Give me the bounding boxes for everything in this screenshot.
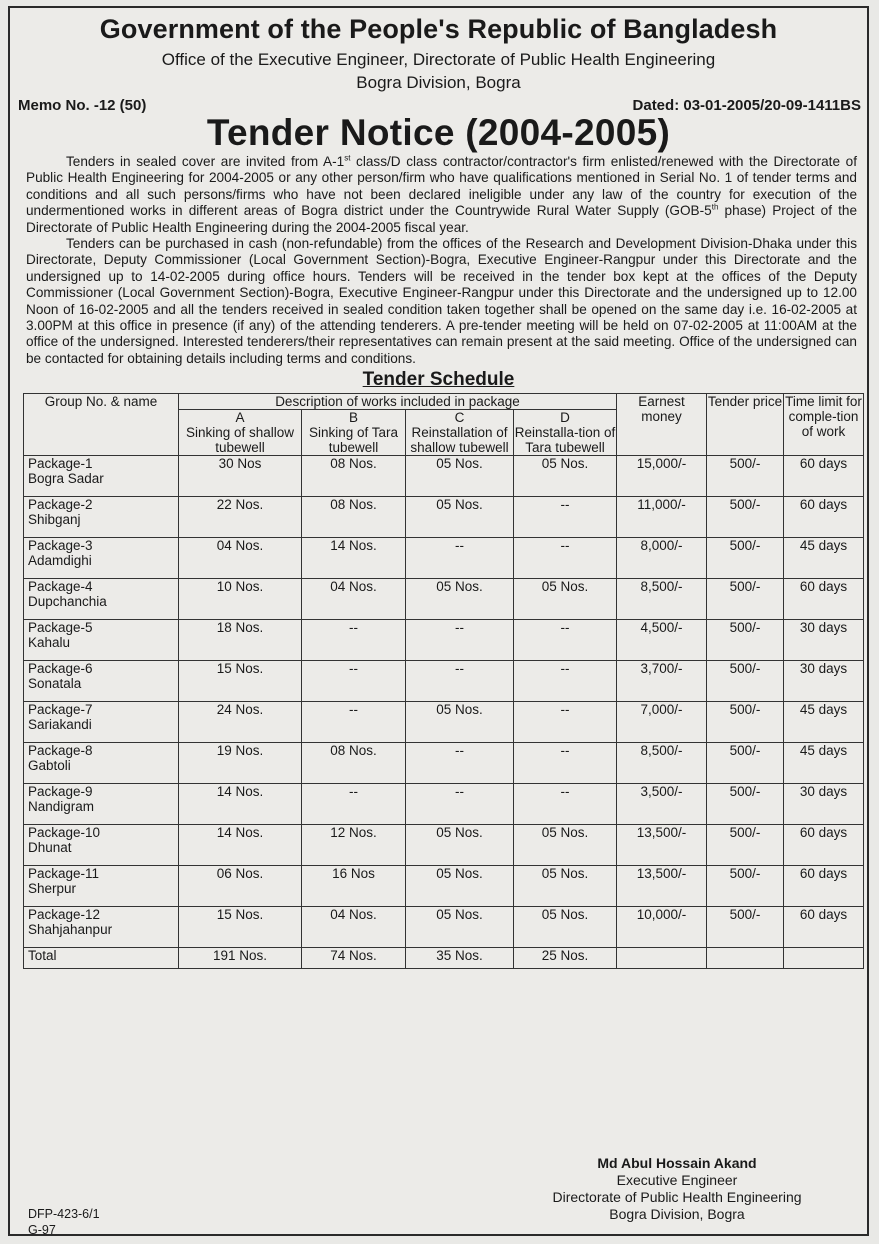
package-number: Package-11 xyxy=(28,866,100,882)
cell-earnest: 8,500/- xyxy=(617,743,707,784)
cell-d: 05 Nos. xyxy=(514,825,617,866)
cell-a: 24 Nos. xyxy=(179,702,302,743)
total-b: 74 Nos. xyxy=(302,948,406,969)
cell-price: 500/- xyxy=(707,661,784,702)
col-b-text: Sinking of Tara tubewell xyxy=(308,425,399,456)
package-area: Sariakandi xyxy=(28,717,92,733)
package-area: Sherpur xyxy=(28,881,77,897)
cell-earnest: 13,500/- xyxy=(617,825,707,866)
package-number: Package-6 xyxy=(28,661,93,677)
cell-a: 15 Nos. xyxy=(179,661,302,702)
memo-date: Dated: 03-01-2005/20-09-1411BS xyxy=(632,97,861,114)
signature-block xyxy=(527,1155,827,1223)
total-price-empty xyxy=(707,948,784,969)
package-area: Gabtoli xyxy=(28,758,71,774)
header-group: Group No. & name xyxy=(24,394,179,456)
cell-b: 04 Nos. xyxy=(302,579,406,620)
cell-time: 60 days xyxy=(784,456,864,497)
package-number: Package-8 xyxy=(28,743,93,759)
cell-time: 45 days xyxy=(784,702,864,743)
cell-time: 60 days xyxy=(784,866,864,907)
header-col-c xyxy=(406,410,514,456)
cell-c: 05 Nos. xyxy=(406,579,514,620)
cell-d: -- xyxy=(514,702,617,743)
package-area: Kahalu xyxy=(28,635,71,651)
signatory-designation: Executive Engineer xyxy=(616,1172,738,1188)
signatory-division: Bogra Division, Bogra xyxy=(609,1206,745,1222)
notice-title: Tender Notice (2004-2005) xyxy=(206,112,671,153)
table-row xyxy=(24,538,864,579)
header xyxy=(10,14,867,93)
col-c-letter: C xyxy=(454,410,465,426)
table-row xyxy=(24,579,864,620)
cell-time: 30 days xyxy=(784,620,864,661)
col-a-letter: A xyxy=(235,410,245,426)
cell-time: 60 days xyxy=(784,825,864,866)
cell-a: 19 Nos. xyxy=(179,743,302,784)
header-col-d xyxy=(514,410,617,456)
tender-schedule-table xyxy=(23,393,864,969)
header-time: Time limit for comple-tion of work xyxy=(784,394,864,456)
package-area: Dhunat xyxy=(28,840,72,856)
table-row xyxy=(24,702,864,743)
total-c: 35 Nos. xyxy=(406,948,514,969)
package-name-cell xyxy=(24,784,179,825)
package-area: Shibganj xyxy=(28,512,81,528)
para1-after: class/D class contractor/contractor's firm enlisted/renewed with the Directorate of Public Health Engineering for 2004-2005 or any other person/firm who have qualifications mentioned in Serial No. 1 of tender terms and conditions and all such persons/firms who have not been declared ineligible under any law of the country for execution of the undermentioned works in different areas of Bogra district under the Countrywide Rural Water Supply (GOB-5 xyxy=(26,154,857,219)
cell-c: 05 Nos. xyxy=(406,866,514,907)
cell-a: 18 Nos. xyxy=(179,620,302,661)
table-row xyxy=(24,620,864,661)
cell-c: 05 Nos. xyxy=(406,456,514,497)
memo-number: Memo No. -12 (50) xyxy=(18,97,147,114)
cell-b: -- xyxy=(302,702,406,743)
footer-codes xyxy=(28,1206,100,1238)
cell-earnest: 8,000/- xyxy=(617,538,707,579)
col-d-text: Reinstalla-tion of Tara tubewell xyxy=(514,425,616,456)
package-number: Package-12 xyxy=(28,907,101,923)
package-area: Dupchanchia xyxy=(28,594,107,610)
cell-d: 05 Nos. xyxy=(514,907,617,948)
table-row xyxy=(24,743,864,784)
cell-b: 08 Nos. xyxy=(302,497,406,538)
cell-c: 05 Nos. xyxy=(406,907,514,948)
package-number: Package-2 xyxy=(28,497,93,513)
cell-earnest: 13,500/- xyxy=(617,866,707,907)
total-label: Total xyxy=(24,948,179,969)
cell-time: 30 days xyxy=(784,784,864,825)
cell-price: 500/- xyxy=(707,743,784,784)
para1-sup: st xyxy=(344,153,351,163)
cell-b: 08 Nos. xyxy=(302,743,406,784)
cell-c: -- xyxy=(406,538,514,579)
col-b-letter: B xyxy=(348,410,358,426)
cell-price: 500/- xyxy=(707,784,784,825)
package-area: Adamdighi xyxy=(28,553,92,569)
package-name-cell xyxy=(24,743,179,784)
paragraph-invitation xyxy=(10,154,867,236)
table-row xyxy=(24,661,864,702)
cell-c: -- xyxy=(406,743,514,784)
header-earnest: Earnest money xyxy=(617,394,707,456)
package-name-cell xyxy=(24,620,179,661)
cell-a: 30 Nos xyxy=(179,456,302,497)
cell-time: 30 days xyxy=(784,661,864,702)
cell-earnest: 3,500/- xyxy=(617,784,707,825)
cell-earnest: 10,000/- xyxy=(617,907,707,948)
cell-price: 500/- xyxy=(707,825,784,866)
cell-earnest: 15,000/- xyxy=(617,456,707,497)
package-number: Package-1 xyxy=(28,456,93,472)
cell-c: 05 Nos. xyxy=(406,497,514,538)
cell-a: 10 Nos. xyxy=(179,579,302,620)
package-area: Sonatala xyxy=(28,676,82,692)
cell-c: -- xyxy=(406,620,514,661)
package-name-cell xyxy=(24,579,179,620)
para1-after2: phase) Project of the Directorate of Public Health Engineering during the 2004-2005 fiscal year. xyxy=(26,203,858,235)
division-name: Bogra Division, Bogra xyxy=(356,73,521,92)
cell-d: -- xyxy=(514,497,617,538)
table-row xyxy=(24,825,864,866)
package-name-cell xyxy=(24,661,179,702)
table-row xyxy=(24,866,864,907)
cell-c: -- xyxy=(406,661,514,702)
package-number: Package-3 xyxy=(28,538,93,554)
cell-b: -- xyxy=(302,620,406,661)
cell-earnest: 4,500/- xyxy=(617,620,707,661)
para1-sup2: th xyxy=(711,202,719,212)
package-name-cell xyxy=(24,825,179,866)
cell-b: 16 Nos xyxy=(302,866,406,907)
tender-notice-page xyxy=(8,6,869,1236)
cell-d: -- xyxy=(514,620,617,661)
cell-d: 05 Nos. xyxy=(514,579,617,620)
total-a: 191 Nos. xyxy=(179,948,302,969)
paragraph-purchase xyxy=(10,236,867,367)
signatory-name: Md Abul Hossain Akand xyxy=(597,1155,757,1171)
cell-a: 04 Nos. xyxy=(179,538,302,579)
cell-time: 45 days xyxy=(784,538,864,579)
header-price: Tender price xyxy=(707,394,784,456)
dfp-code: DFP-423-6/1 xyxy=(28,1207,100,1221)
package-name-cell xyxy=(24,497,179,538)
office-name: Office of the Executive Engineer, Directorate of Public Health Engineering xyxy=(161,50,716,69)
table-row xyxy=(24,456,864,497)
cell-d: -- xyxy=(514,661,617,702)
cell-price: 500/- xyxy=(707,456,784,497)
package-area: Bogra Sadar xyxy=(28,471,104,487)
para2-text: Tenders can be purchased in cash (non-refundable) from the offices of the Research and Development Division-Dhaka under this Directorate, Deputy Commissioner (Local Government Section)-Bogra, Executive Engineer-Rangpur under this Directorate and the undersigned up to 14-02-2005 during office hours. Tenders will be received in the tender box kept at the offices of the Deputy Commissioner (Local Government Section)-Bogra, Executive Engineer-Rangpur under this Directorate and the undersigned up to 12.00 Noon of 16-02-2005 and all the tenders received in sealed condition taken together shall be opened on the same day i.e. 16-02-2005 at 3.00PM at this office in presence (if any) of the attending tenderers. A pre-tender meeting will be held on 07-02-2005 at 11:00AM at the office of the undersigned. Interested tenderers/their representatives can remain present at the said meeting. Office of the undersigned can be contacted for obtaining details including terms and conditions. xyxy=(26,236,857,366)
package-number: Package-9 xyxy=(28,784,93,800)
cell-d: 05 Nos. xyxy=(514,866,617,907)
cell-c: 05 Nos. xyxy=(406,702,514,743)
cell-time: 60 days xyxy=(784,579,864,620)
cell-b: 12 Nos. xyxy=(302,825,406,866)
cell-earnest: 3,700/- xyxy=(617,661,707,702)
cell-price: 500/- xyxy=(707,907,784,948)
cell-price: 500/- xyxy=(707,702,784,743)
cell-b: 08 Nos. xyxy=(302,456,406,497)
header-col-a xyxy=(179,410,302,456)
government-title: Government of the People's Republic of Bangladesh xyxy=(99,14,778,44)
table-row xyxy=(24,784,864,825)
cell-b: -- xyxy=(302,784,406,825)
total-d: 25 Nos. xyxy=(514,948,617,969)
cell-a: 15 Nos. xyxy=(179,907,302,948)
cell-b: 04 Nos. xyxy=(302,907,406,948)
cell-time: 60 days xyxy=(784,497,864,538)
total-earnest-empty xyxy=(617,948,707,969)
total-row xyxy=(24,948,864,969)
cell-b: 14 Nos. xyxy=(302,538,406,579)
package-number: Package-5 xyxy=(28,620,93,636)
col-a-text: Sinking of shallow tubewell xyxy=(185,425,295,456)
signatory-directorate: Directorate of Public Health Engineering xyxy=(552,1189,802,1205)
table-row xyxy=(24,497,864,538)
cell-price: 500/- xyxy=(707,579,784,620)
g-code: G-97 xyxy=(28,1223,56,1237)
cell-a: 22 Nos. xyxy=(179,497,302,538)
total-time-empty xyxy=(784,948,864,969)
cell-c: -- xyxy=(406,784,514,825)
package-number: Package-4 xyxy=(28,579,93,595)
cell-a: 06 Nos. xyxy=(179,866,302,907)
cell-d: -- xyxy=(514,538,617,579)
cell-price: 500/- xyxy=(707,538,784,579)
cell-price: 500/- xyxy=(707,497,784,538)
cell-time: 60 days xyxy=(784,907,864,948)
table-row xyxy=(24,907,864,948)
package-name-cell xyxy=(24,456,179,497)
cell-a: 14 Nos. xyxy=(179,825,302,866)
header-description: Description of works included in package xyxy=(179,394,617,410)
cell-earnest: 7,000/- xyxy=(617,702,707,743)
package-area: Nandigram xyxy=(28,799,95,815)
schedule-heading: Tender Schedule xyxy=(362,369,515,391)
col-c-text: Reinstallation of shallow tubewell xyxy=(410,425,509,456)
cell-b: -- xyxy=(302,661,406,702)
col-d-letter: D xyxy=(560,410,570,426)
package-name-cell xyxy=(24,866,179,907)
package-name-cell xyxy=(24,702,179,743)
cell-price: 500/- xyxy=(707,866,784,907)
cell-d: -- xyxy=(514,784,617,825)
header-col-b xyxy=(302,410,406,456)
cell-d: 05 Nos. xyxy=(514,456,617,497)
cell-earnest: 11,000/- xyxy=(617,497,707,538)
cell-time: 45 days xyxy=(784,743,864,784)
package-name-cell xyxy=(24,538,179,579)
package-number: Package-10 xyxy=(28,825,101,841)
cell-earnest: 8,500/- xyxy=(617,579,707,620)
cell-c: 05 Nos. xyxy=(406,825,514,866)
package-name-cell xyxy=(24,907,179,948)
cell-price: 500/- xyxy=(707,620,784,661)
cell-a: 14 Nos. xyxy=(179,784,302,825)
package-number: Package-7 xyxy=(28,702,93,718)
cell-d: -- xyxy=(514,743,617,784)
para1-before: Tenders in sealed cover are invited from A-1 xyxy=(66,154,345,169)
package-area: Shahjahanpur xyxy=(28,922,113,938)
